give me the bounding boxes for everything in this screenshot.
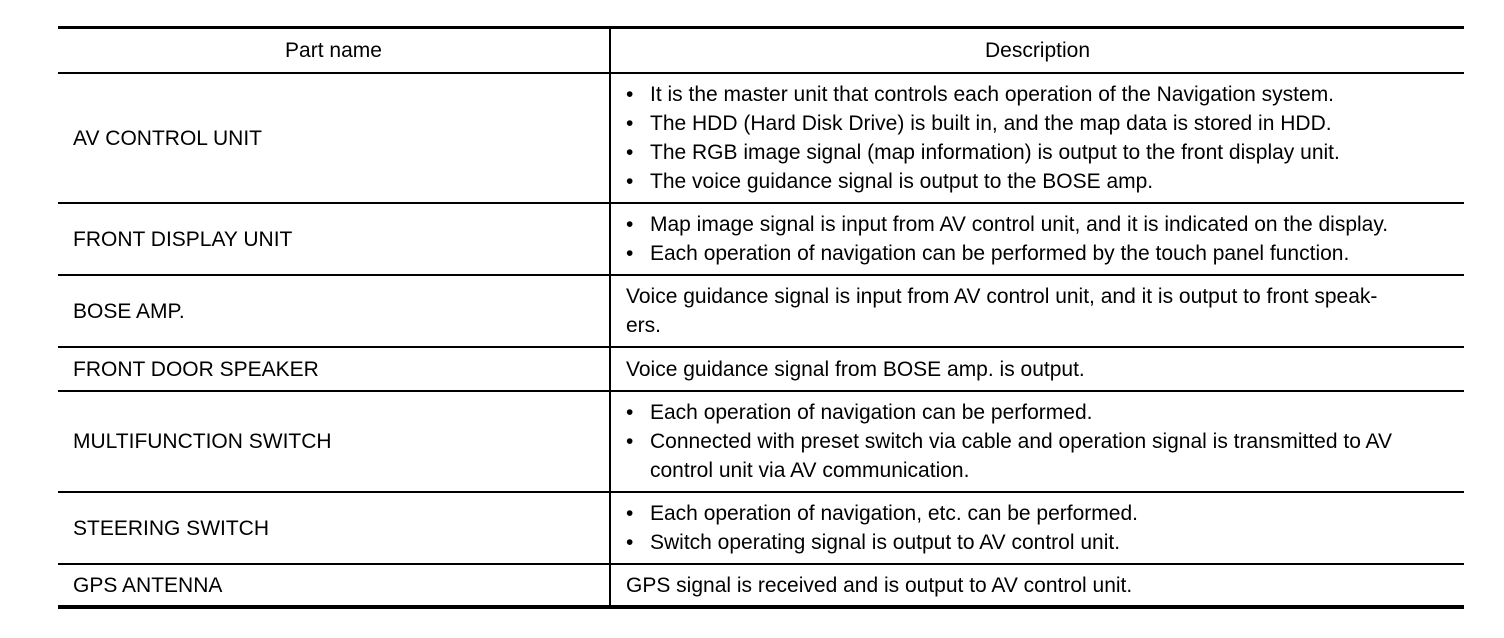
bullet-item xyxy=(626,210,1456,239)
bullet-dot: • xyxy=(626,242,634,265)
part-name-cell: AV CONTROL UNIT xyxy=(58,74,611,202)
bullet-dot: • xyxy=(626,112,634,135)
part-name-cell: STEERING SWITCH xyxy=(58,493,611,563)
description-line: ers. xyxy=(626,314,662,337)
bullet-dot: • xyxy=(626,502,634,525)
bullet-text: Map image signal is input from AV control unit, and it is indicated on the display. xyxy=(650,213,1389,236)
part-name-cell: BOSE AMP. xyxy=(58,276,611,346)
bullet-dot: • xyxy=(626,170,634,193)
bullet-item xyxy=(626,499,1456,528)
bullet-text: Each operation of navigation, etc. can be performed. xyxy=(650,502,1138,525)
description-cell xyxy=(611,276,1464,346)
table-row xyxy=(58,276,1464,348)
part-name-cell: GPS ANTENNA xyxy=(58,565,611,605)
bullet-text: The voice guidance signal is output to the BOSE amp. xyxy=(650,170,1154,193)
description-cell xyxy=(611,348,1464,390)
table-row xyxy=(58,392,1464,493)
description-cell xyxy=(611,74,1464,202)
bullet-text: The HDD (Hard Disk Drive) is built in, and the map data is stored in HDD. xyxy=(650,112,1332,135)
bullet-dot: • xyxy=(626,83,634,106)
header-part-name: Part name xyxy=(58,29,611,72)
bullet-item xyxy=(626,427,1456,485)
description-cell xyxy=(611,392,1464,491)
description-line: Voice guidance signal is input from AV control unit, and it is output to front speak- xyxy=(626,285,1378,308)
bullet-text: Each operation of navigation can be performed by the touch panel function. xyxy=(650,242,1350,265)
part-name-cell: FRONT DOOR SPEAKER xyxy=(58,348,611,390)
bullet-item xyxy=(626,239,1456,268)
bullet-text: The RGB image signal (map information) is output to the front display unit. xyxy=(650,141,1340,164)
bullet-item xyxy=(626,138,1456,167)
bullet-item xyxy=(626,398,1456,427)
part-name-cell: MULTIFUNCTION SWITCH xyxy=(58,392,611,491)
bullet-dot: • xyxy=(626,213,634,236)
bullet-text: Connected with preset switch via cable and operation signal is transmitted to AV control unit via AV communication. xyxy=(650,430,1393,482)
bullet-text: Switch operating signal is output to AV control unit. xyxy=(650,531,1121,554)
bullet-item xyxy=(626,528,1456,557)
part-name-cell: FRONT DISPLAY UNIT xyxy=(58,204,611,274)
description-cell xyxy=(611,204,1464,274)
table-row xyxy=(58,74,1464,204)
table-row xyxy=(58,565,1464,605)
table-row xyxy=(58,348,1464,392)
description-cell xyxy=(611,493,1464,563)
header-description-label: Description xyxy=(984,39,1091,62)
table-row xyxy=(58,204,1464,276)
bullet-item xyxy=(626,80,1456,109)
bullet-dot: • xyxy=(626,430,634,453)
table-row xyxy=(58,493,1464,565)
bullet-dot: • xyxy=(626,141,634,164)
description-line: Voice guidance signal from BOSE amp. is output. xyxy=(626,357,1085,381)
header-description xyxy=(611,29,1464,72)
bullet-item xyxy=(626,109,1456,138)
bullet-dot: • xyxy=(626,401,634,424)
description-cell xyxy=(611,565,1464,605)
bullet-dot: • xyxy=(626,531,634,554)
description-line: GPS signal is received and is output to AV control unit. xyxy=(626,573,1133,597)
bullet-text: It is the master unit that controls each operation of the Navigation system. xyxy=(650,83,1335,106)
bullet-text: Each operation of navigation can be performed. xyxy=(650,401,1093,424)
bullet-item xyxy=(626,167,1456,196)
table-header-row xyxy=(58,29,1464,74)
parts-table xyxy=(58,26,1464,609)
